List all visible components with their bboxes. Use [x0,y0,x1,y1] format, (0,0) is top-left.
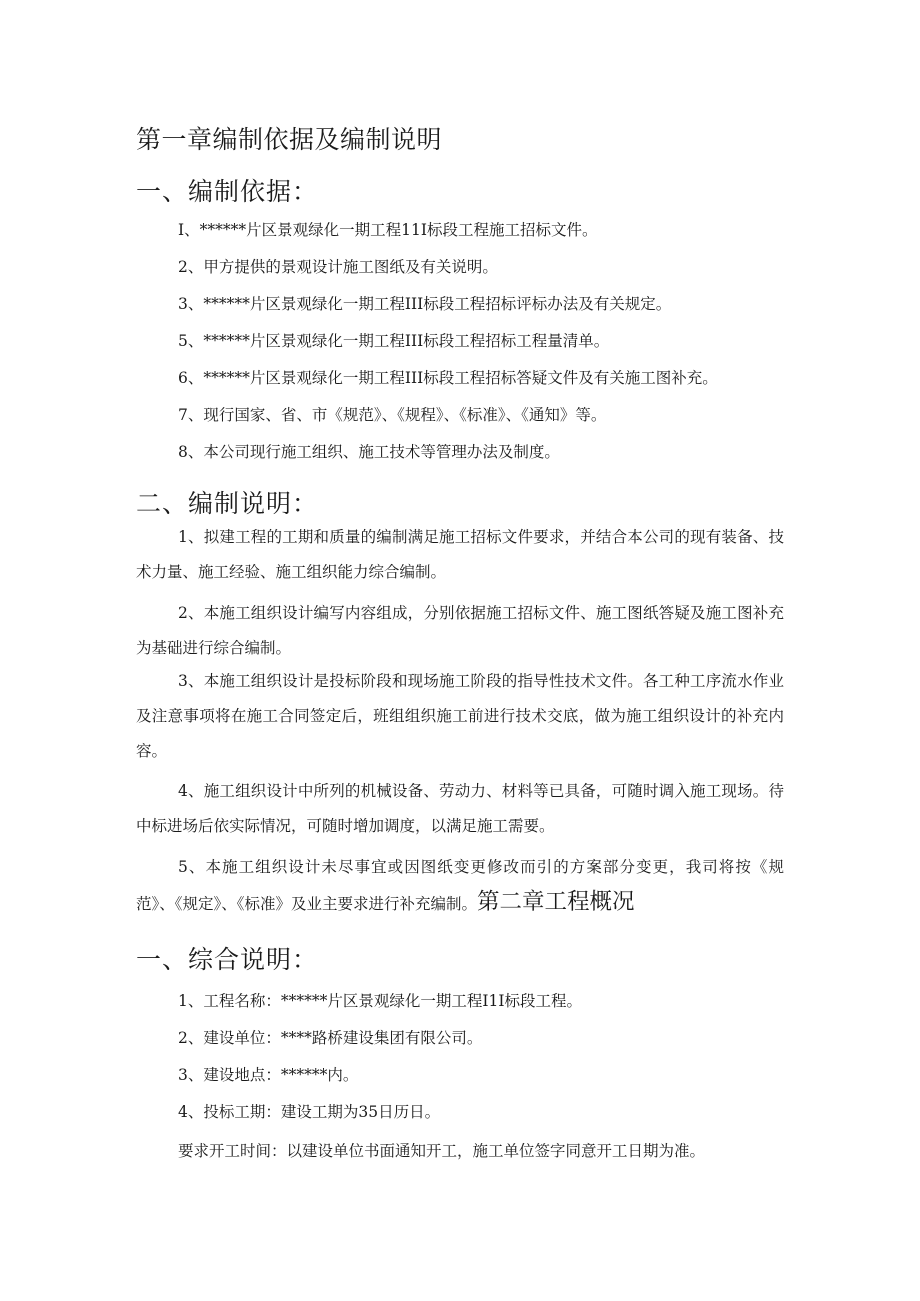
section-notes-heading: 二、编制说明： [136,489,319,518]
notes-paragraph: 2、本施工组织设计编写内容组成，分别依据施工招标文件、施工图纸答疑及施工图补充为基础进行综合编制。 [136,604,784,657]
basis-item: 7、现行国家、省、市《规范》、《规程》、《标准》、《通知》等。 [178,406,607,424]
basis-item: I、******片区景观绿化一期工程11I标段工程施工招标文件。 [178,221,598,239]
overview-item: 要求开工时间：以建设单位书面通知开工，施工单位签字同意开工日期为准。 [178,1142,706,1160]
notes-paragraph-text: 5、本施工组织设计未尽事宜或因图纸变更修改而引的方案部分变更，我司将按《规范》、《规定》、《标准》及业主要求进行补充编制。 [136,858,784,913]
basis-item: 6、******片区景观绿化一期工程III标段工程招标答疑文件及有关施工图补充。 [178,369,718,387]
chapter-1-title: 第一章编制依据及编制说明 [136,125,443,154]
overview-item: 1、工程名称：******片区景观绿化一期工程I1I标段工程。 [178,992,582,1010]
overview-item: 3、建设地点：******内。 [178,1066,359,1084]
section-overview-heading: 一、综合说明： [136,945,319,974]
basis-item: 3、******片区景观绿化一期工程III标段工程招标评标办法及有关规定。 [178,295,672,313]
overview-item: 2、建设单位：****路桥建设集团有限公司。 [178,1029,483,1047]
notes-paragraph: 4、施工组织设计中所列的机械设备、劳动力、材料等已具备，可随时调入施工现场。待中标进场后依实际情况，可随时增加调度，以满足施工需要。 [136,782,784,835]
basis-item: 5、******片区景观绿化一期工程III标段工程招标工程量清单。 [178,332,610,350]
chapter-2-title: 第二章工程概况 [477,889,635,915]
basis-item: 8、本公司现行施工组织、施工技术等管理办法及制度。 [178,443,560,461]
notes-paragraph-last [136,850,784,922]
overview-item: 4、投标工期：建设工期为35日历日。 [178,1103,441,1121]
basis-item: 2、甲方提供的景观设计施工图纸及有关说明。 [178,258,498,276]
notes-paragraph: 3、本施工组织设计是投标阶段和现场施工阶段的指导性技术文件。各工种工序流水作业及注意事项将在施工合同签定后，班组组织施工前进行技术交底，做为施工组织设计的补充内容。 [136,672,784,760]
section-basis-heading: 一、编制依据： [136,177,319,206]
notes-paragraph: 1、拟建工程的工期和质量的编制满足施工招标文件要求，并结合本公司的现有装备、技术力量、施工经验、施工组织能力综合编制。 [136,528,784,581]
